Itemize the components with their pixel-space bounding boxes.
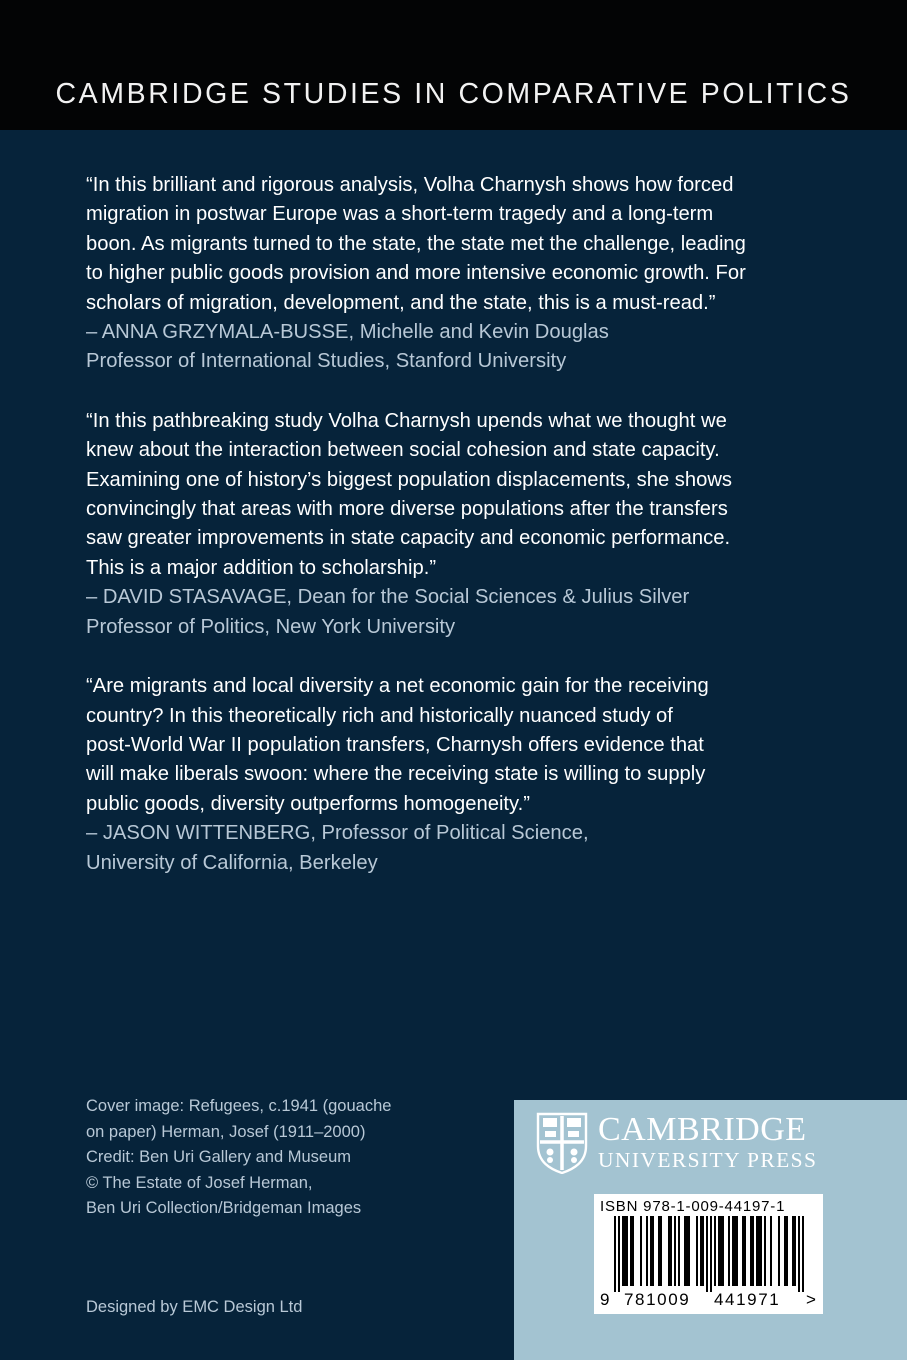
endorsement-line: saw greater improvements in state capacity and economic performance. xyxy=(86,527,731,550)
barcode-digit-tail: > xyxy=(806,1290,818,1309)
barcode-bar xyxy=(728,1216,730,1286)
barcode-label xyxy=(594,1194,823,1314)
barcode-bar xyxy=(688,1216,690,1286)
barcode-bar xyxy=(684,1216,686,1286)
barcode-bar xyxy=(640,1216,642,1286)
barcode-bar xyxy=(686,1216,688,1286)
endorsement-line: knew about the interaction between social cohesion and state capacity. xyxy=(86,439,720,462)
endorsement-line: will make liberals swoon: where the receiving state is willing to supply xyxy=(86,763,706,786)
barcode-bar xyxy=(802,1216,804,1292)
credit-line: Ben Uri Collection/Bridgeman Images xyxy=(86,1199,362,1218)
designer-credit: Designed by EMC Design Ltd xyxy=(86,1298,303,1316)
barcode-bar xyxy=(632,1216,634,1286)
endorsement-line: scholars of migration, development, and the state, this is a must-read.” xyxy=(86,291,716,314)
barcode-bar xyxy=(770,1216,772,1286)
barcode-bar xyxy=(778,1216,780,1286)
barcode-digits-left: 781009 xyxy=(624,1290,691,1309)
barcode-bar xyxy=(668,1216,670,1286)
endorsement-line: to higher public goods provision and more intensive economic growth. For xyxy=(86,262,746,285)
endorsement-3 xyxy=(86,672,826,878)
barcode-bar xyxy=(750,1216,752,1286)
publisher-subtitle: UNIVERSITY PRESS xyxy=(598,1148,818,1172)
barcode-bar xyxy=(742,1216,744,1286)
barcode-bar xyxy=(798,1216,800,1292)
barcode-bar xyxy=(614,1216,616,1292)
endorsement-attribution: – JASON WITTENBERG, Professor of Political Science, xyxy=(86,822,589,845)
barcode-bar xyxy=(652,1216,654,1286)
endorsement-line: “Are migrants and local diversity a net economic gain for the receiving xyxy=(86,675,709,698)
endorsement-line: This is a major addition to scholarship.” xyxy=(86,556,437,579)
barcode-bar xyxy=(760,1216,762,1286)
barcode-bar xyxy=(722,1216,724,1286)
endorsement-line: boon. As migrants turned to the state, the state met the challenge, leading xyxy=(86,232,746,255)
credit-line: Credit: Ben Uri Gallery and Museum xyxy=(86,1148,352,1167)
barcode-bar xyxy=(630,1216,632,1286)
endorsement-1 xyxy=(86,171,826,377)
barcode-bar xyxy=(718,1216,720,1286)
cover-credits xyxy=(86,1094,446,1222)
barcode-bar xyxy=(702,1216,704,1286)
barcode-bar xyxy=(792,1216,794,1286)
barcode-bar xyxy=(678,1216,680,1286)
endorsements xyxy=(86,171,826,878)
endorsement-attribution: University of California, Berkeley xyxy=(86,851,378,874)
endorsement-line: country? In this theoretically rich and historically nuanced study of xyxy=(86,704,673,727)
endorsement-line: “In this pathbreaking study Volha Charnysh upends what we thought we xyxy=(86,409,727,432)
endorsement-line: public goods, diversity outperforms homogeneity.” xyxy=(86,792,530,815)
barcode-bar xyxy=(670,1216,672,1286)
credit-line: Cover image: Refugees, c.1941 (gouache xyxy=(86,1097,392,1115)
barcode-bar xyxy=(736,1216,738,1286)
publisher-name: CAMBRIDGE xyxy=(598,1111,807,1148)
barcode-bar xyxy=(734,1216,736,1286)
barcode-bar xyxy=(646,1216,648,1286)
endorsement-line: migration in postwar Europe was a short-term tragedy and a long-term xyxy=(86,203,714,226)
barcode-bar xyxy=(714,1216,716,1286)
endorsement-2 xyxy=(86,407,826,642)
barcode-digits-right: 441971 xyxy=(714,1290,781,1309)
barcode-bar xyxy=(784,1216,786,1286)
barcode-bar xyxy=(756,1216,758,1286)
barcode-bar xyxy=(710,1216,712,1292)
barcode-bar xyxy=(732,1216,734,1286)
barcode-bar xyxy=(758,1216,760,1286)
barcode-bar xyxy=(752,1216,754,1286)
barcode-bar xyxy=(626,1216,628,1286)
barcode-bar xyxy=(786,1216,788,1286)
barcode-bar xyxy=(764,1216,766,1286)
endorsement-line: “In this brilliant and rigorous analysis, Volha Charnysh shows how forced xyxy=(86,174,734,196)
barcode-digit-lead: 9 xyxy=(600,1290,612,1309)
barcode-bar xyxy=(618,1216,620,1292)
barcode-bar xyxy=(794,1216,796,1286)
barcode-bar xyxy=(658,1216,660,1286)
barcode-bar xyxy=(744,1216,746,1286)
endorsement-attribution: – DAVID STASAVAGE, Dean for the Social Sciences & Julius Silver xyxy=(86,586,690,609)
credit-line: on paper) Herman, Josef (1911–2000) xyxy=(86,1122,366,1141)
endorsement-line: Examining one of history’s biggest population displacements, she shows xyxy=(86,468,732,491)
endorsement-attribution: Professor of Politics, New York University xyxy=(86,615,456,638)
barcode-bar xyxy=(696,1216,698,1286)
barcode-bar xyxy=(720,1216,722,1286)
barcode-bar xyxy=(660,1216,662,1286)
endorsement-line: post-World War II population transfers, Charnysh offers evidence that xyxy=(86,733,704,756)
cambridge-crest-icon xyxy=(536,1112,588,1174)
barcode-bar xyxy=(674,1216,676,1286)
endorsement-attribution: Professor of International Studies, Stanford University xyxy=(86,350,567,373)
endorsement-line: convincingly that areas with more diverse populations after the transfers xyxy=(86,498,728,521)
isbn-text: ISBN 978-1-009-44197-1 xyxy=(600,1198,786,1215)
endorsement-attribution: – ANNA GRZYMALA-BUSSE, Michelle and Kevin Douglas xyxy=(86,321,609,344)
barcode-bar xyxy=(622,1216,624,1286)
series-title: CAMBRIDGE STUDIES IN COMPARATIVE POLITICS xyxy=(55,78,852,110)
barcode-bar xyxy=(650,1216,652,1286)
barcode-bar xyxy=(624,1216,626,1286)
barcode-bar xyxy=(700,1216,702,1286)
series-band xyxy=(0,0,907,130)
barcode-bars xyxy=(594,1216,823,1292)
credit-line: © The Estate of Josef Herman, xyxy=(86,1173,313,1192)
barcode-bar xyxy=(706,1216,708,1292)
publisher-panel xyxy=(514,1100,907,1360)
